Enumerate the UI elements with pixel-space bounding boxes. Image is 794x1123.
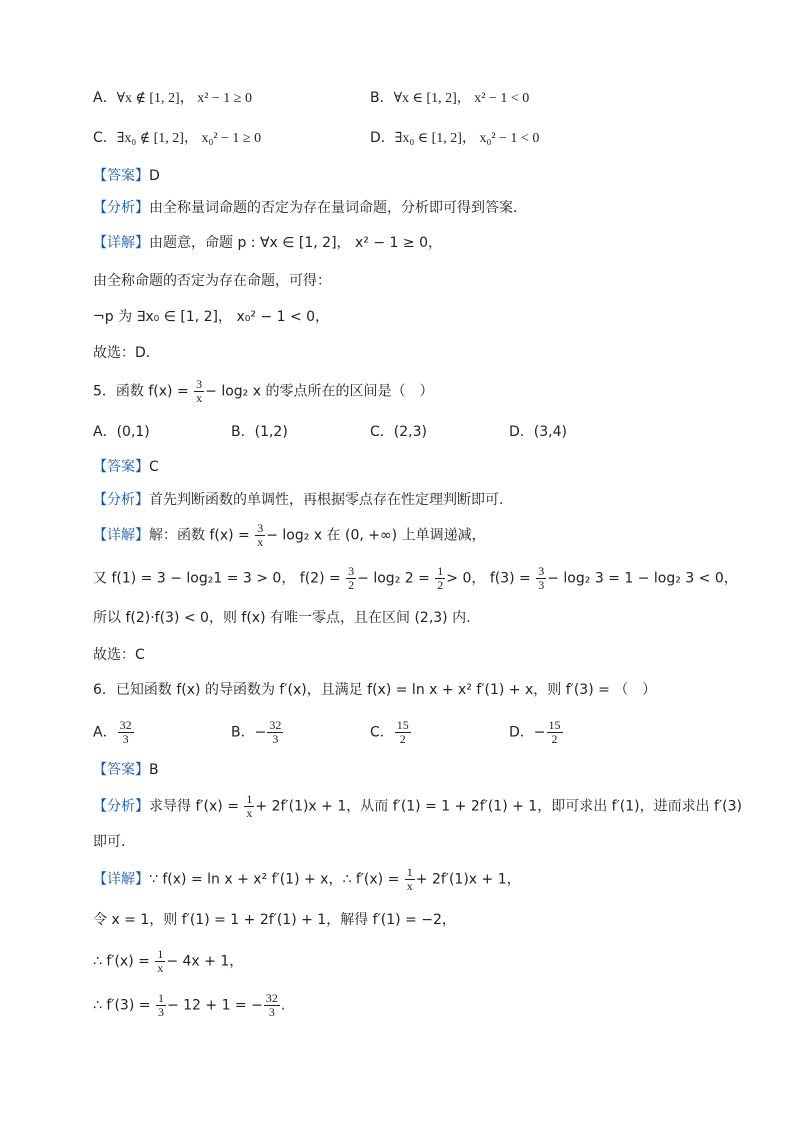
fraction: $\frac{3}{x}$ xyxy=(257,521,264,549)
q5-stem: 5．函数 f(x) = $\frac{3}{x}$ − log₂ x 的零点所在的区间是（ ） xyxy=(93,377,434,405)
q5-conclusion: 故选：C xyxy=(93,647,145,663)
q5-detail-2: 又 f(1) = 3 − log₂1 = 3 > 0， f(2) = $\frac{3}{2}$ − log₂ 2 = $\frac{1}{2}$ > 0， f(3) = $\frac{3}{3}$ − log₂ 3 = 1 − log₂ 3 < 0， xyxy=(93,564,738,592)
q5-option-a: A．(0,1) xyxy=(93,424,150,440)
fraction: $\frac{3}{2}$ xyxy=(348,564,355,592)
q5-analysis: 【分析】首先判断函数的单调性，再根据零点存在性定理判断即可. xyxy=(93,492,504,508)
q4-option-a: A．∀x ∉ [1, 2]， x² − 1 ≥ 0 xyxy=(93,90,252,106)
q6-option-a: A． $\frac{32}{3}$ xyxy=(93,718,132,746)
q4-detail-3: ¬p 为 ∃x₀ ∈ [1, 2]， x₀² − 1 < 0， xyxy=(93,309,330,325)
fraction: $\frac{15}{2}$ xyxy=(396,718,409,746)
q4-option-b: B．∀x ∈ [1, 2]， x² − 1 < 0 xyxy=(370,90,530,106)
fraction: $\frac{1}{2}$ xyxy=(437,564,444,592)
q6-stem: 6．已知函数 f(x) 的导函数为 f′(x)，且满足 f(x) = ln x + x² f′(1) + x，则 f′(3) = （ ） xyxy=(93,682,657,698)
q6-detail-4: ∴ f′(3) = $\frac{1}{3}$ − 12 + 1 = − $\frac{32}{3}$ . xyxy=(93,991,286,1019)
fraction: $\frac{3}{3}$ xyxy=(538,564,545,592)
q6-option-d: D．− $\frac{15}{2}$ xyxy=(509,718,561,746)
q5-option-c: C．(2,3) xyxy=(370,424,427,440)
q4-analysis: 【分析】由全称量词命题的否定为存在量词命题，分析即可得到答案． xyxy=(93,200,527,216)
fraction: $\frac{1}{x}$ xyxy=(157,947,164,975)
q6-analysis: 【分析】求导得 f′(x) = $\frac{1}{x}$ + 2f′(1)x + 1，从而 f′(1) = 1 + 2f′(1) + 1，即可求出 f′(1)，进而求出 f′(3) xyxy=(93,792,742,820)
q5-answer: 【答案】C xyxy=(93,459,159,475)
q6-option-c: C． $\frac{15}{2}$ xyxy=(370,718,409,746)
q6-analysis-cont: 即可. xyxy=(93,834,126,850)
q5-option-d: D．(3,4) xyxy=(509,424,567,440)
q4-conclusion: 故选：D． xyxy=(93,345,160,361)
fraction: $\frac{15}{2}$ xyxy=(548,718,561,746)
fraction: $\frac{32}{3}$ xyxy=(269,718,282,746)
q6-detail-3: ∴ f′(x) = $\frac{1}{x}$ − 4x + 1， xyxy=(93,947,244,975)
q5-detail-3: 所以 f(2)·f(3) < 0，则 f(x) 有唯一零点，且在区间 (2,3) 内. xyxy=(93,610,471,626)
q4-detail-2: 由全称命题的否定为存在命题，可得： xyxy=(93,273,331,289)
fraction: $\frac{32}{3}$ xyxy=(119,718,132,746)
q5-detail-1: 【详解】解：函数 f(x) = $\frac{3}{x}$ − log₂ x 在 (0, +∞) 上单调递减， xyxy=(93,521,486,549)
fraction: $\frac{1}{x}$ xyxy=(246,792,253,820)
fraction: $\frac{1}{x}$ xyxy=(406,865,413,893)
q5-option-b: B．(1,2) xyxy=(231,424,288,440)
fraction: $\frac{32}{3}$ xyxy=(265,991,278,1019)
fraction: $\frac{1}{3}$ xyxy=(157,991,164,1019)
q6-option-b: B．− $\frac{32}{3}$ xyxy=(231,718,282,746)
q4-option-d: D．∃x₀ ∈ [1, 2]， x₀² − 1 < 0 xyxy=(370,130,540,146)
q4-detail-1: 【详解】由题意，命题 p : ∀x ∈ [1, 2]， x² − 1 ≥ 0， xyxy=(93,235,442,251)
q6-detail-1: 【详解】∵ f(x) = ln x + x² f′(1) + x，∴ f′(x) = $\frac{1}{x}$ + 2f′(1)x + 1， xyxy=(93,865,521,893)
q6-answer: 【答案】B xyxy=(93,762,159,778)
q4-option-c: C．∃x₀ ∉ [1, 2]， x₀² − 1 ≥ 0 xyxy=(93,130,262,146)
q4-answer: 【答案】D xyxy=(93,168,160,184)
q6-detail-2: 令 x = 1，则 f′(1) = 1 + 2f′(1) + 1，解得 f′(1) = −2， xyxy=(93,912,456,928)
q5-stem-fraction: $\frac{3}{x}$ xyxy=(196,377,203,405)
